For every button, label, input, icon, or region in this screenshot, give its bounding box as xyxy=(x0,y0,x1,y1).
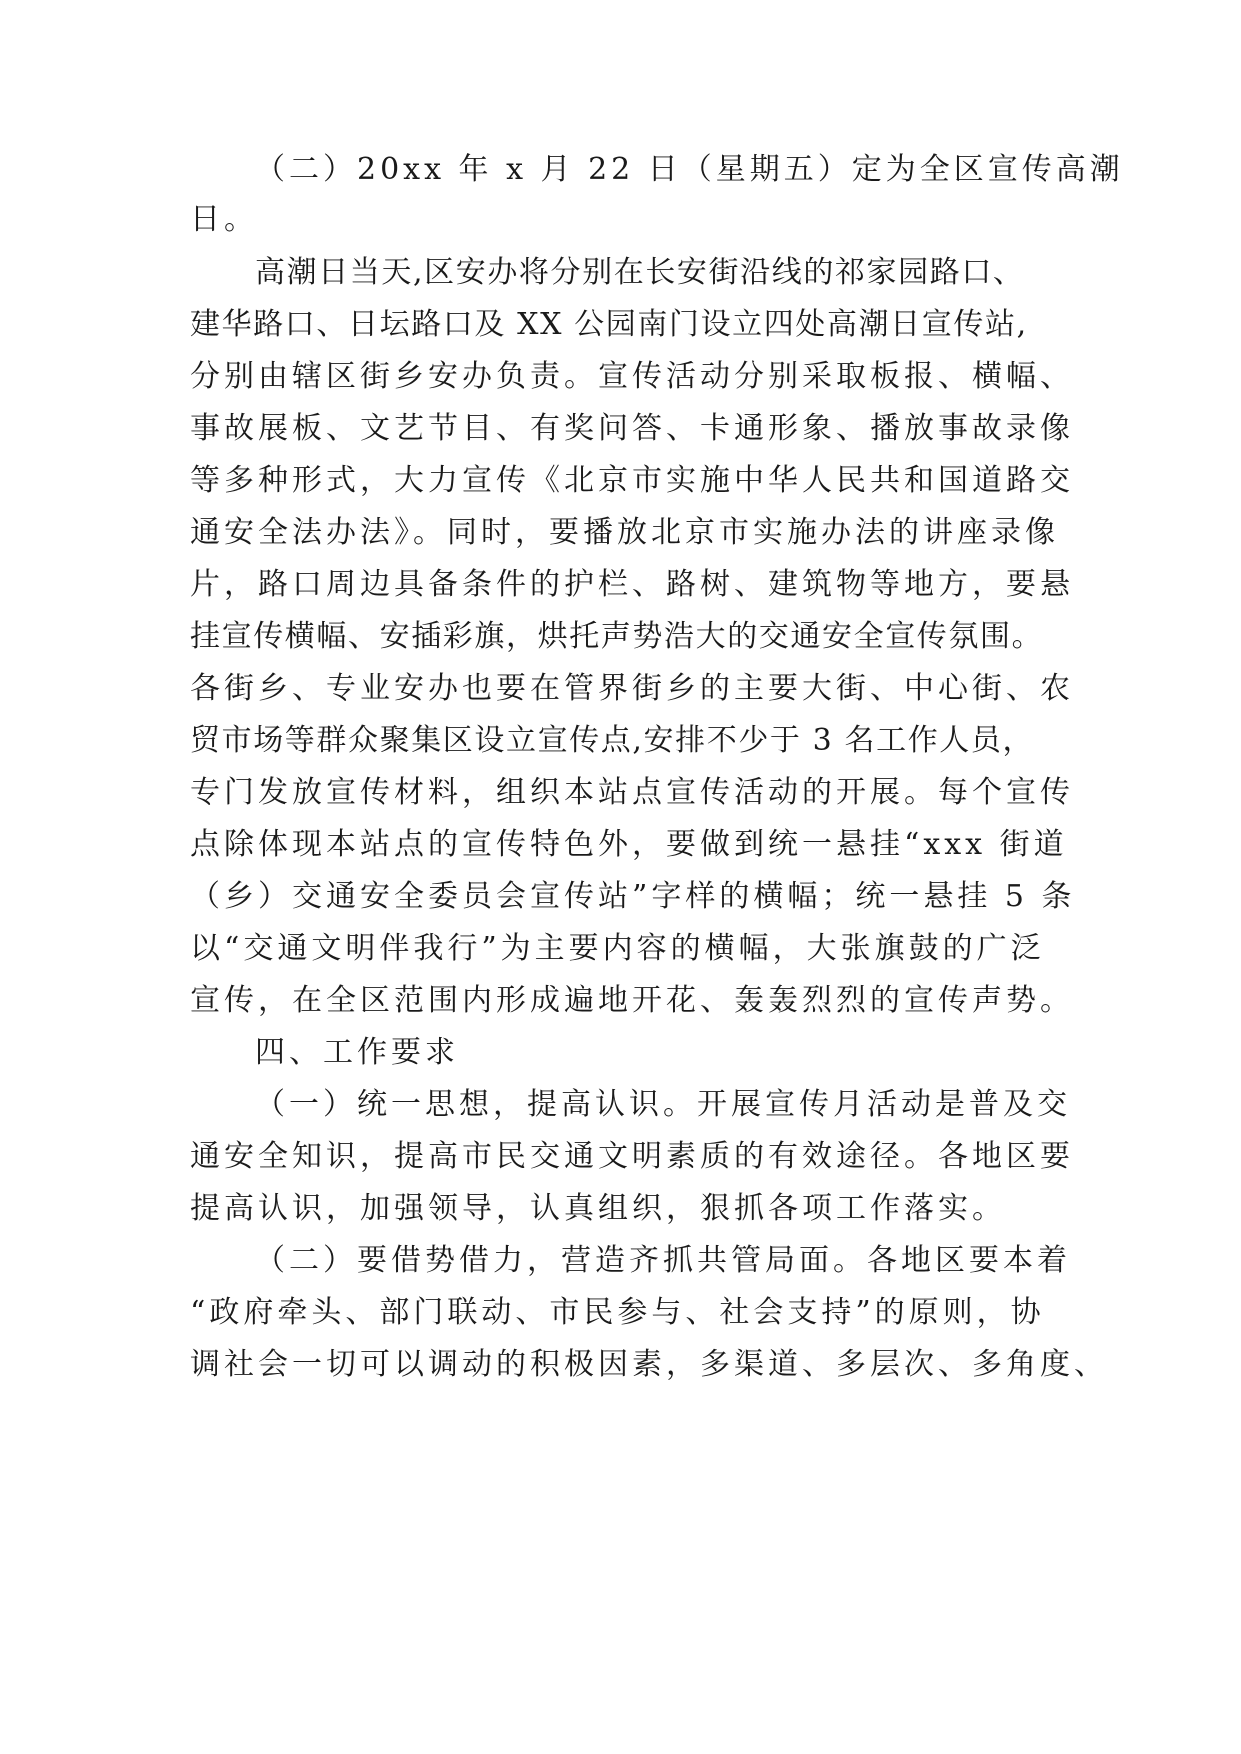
paragraph-line: （二）20xx 年 x 月 22 日（星期五）定为全区宣传高潮 xyxy=(255,152,1124,187)
paragraph-line: 分别由辖区街乡安办负责。宣传活动分别采取板报、横幅、 xyxy=(190,359,1074,394)
paragraph-line: 通安全法办法》。同时，要播放北京市实施办法的讲座录像 xyxy=(190,515,1059,550)
paragraph-line: 日。 xyxy=(190,202,258,237)
paragraph-line: 宣传，在全区范围内形成遍地开花、轰轰烈烈的宣传声势。 xyxy=(190,983,1074,1018)
paragraph-line: 专门发放宣传材料，组织本站点宣传活动的开展。每个宣传 xyxy=(190,775,1074,810)
section-heading: 四、工作要求 xyxy=(255,1035,459,1070)
paragraph-line: 以“交通文明伴我行”为主要内容的横幅，大张旗鼓的广泛 xyxy=(190,931,1045,966)
paragraph-line: 等多种形式，大力宣传《北京市实施中华人民共和国道路交 xyxy=(190,463,1074,498)
paragraph-line: 建华路口、日坛路口及 XX 公园南门设立四处高潮日宣传站, xyxy=(190,307,1028,342)
paragraph-line: （二）要借势借力，营造齐抓共管局面。各地区要本着 xyxy=(255,1243,1071,1278)
paragraph-line: 高潮日当天,区安办将分别在长安街沿线的祁家园路口、 xyxy=(255,255,1025,290)
paragraph-line: 调社会一切可以调动的积极因素，多渠道、多层次、多角度、 xyxy=(190,1347,1108,1382)
paragraph-line: “政府牵头、部门联动、市民参与、社会支持”的原则，协 xyxy=(190,1295,1045,1330)
paragraph-line: 挂宣传横幅、安插彩旗，烘托声势浩大的交通安全宣传氛围。 xyxy=(190,619,1044,654)
paragraph-line: （乡）交通安全委员会宣传站”字样的横幅；统一悬挂 5 条 xyxy=(190,879,1076,914)
paragraph-line: 点除体现本站点的宣传特色外，要做到统一悬挂“xxx 街道 xyxy=(190,827,1068,862)
paragraph-line: （一）统一思想，提高认识。开展宣传月活动是普及交 xyxy=(255,1087,1071,1122)
paragraph-line: 贸市场等群众聚集区设立宣传点,安排不少于 3 名工作人员， xyxy=(190,723,1035,758)
paragraph-line: 通安全知识，提高市民交通文明素质的有效途径。各地区要 xyxy=(190,1139,1074,1174)
paragraph-line: 各街乡、专业安办也要在管界街乡的主要大街、中心街、农 xyxy=(190,671,1074,706)
paragraph-line: 片，路口周边具备条件的护栏、路树、建筑物等地方，要悬 xyxy=(190,567,1074,602)
paragraph-line: 提高认识，加强领导，认真组织，狠抓各项工作落实。 xyxy=(190,1191,1006,1226)
paragraph-line: 事故展板、文艺节目、有奖问答、卡通形象、播放事故录像 xyxy=(190,411,1074,446)
